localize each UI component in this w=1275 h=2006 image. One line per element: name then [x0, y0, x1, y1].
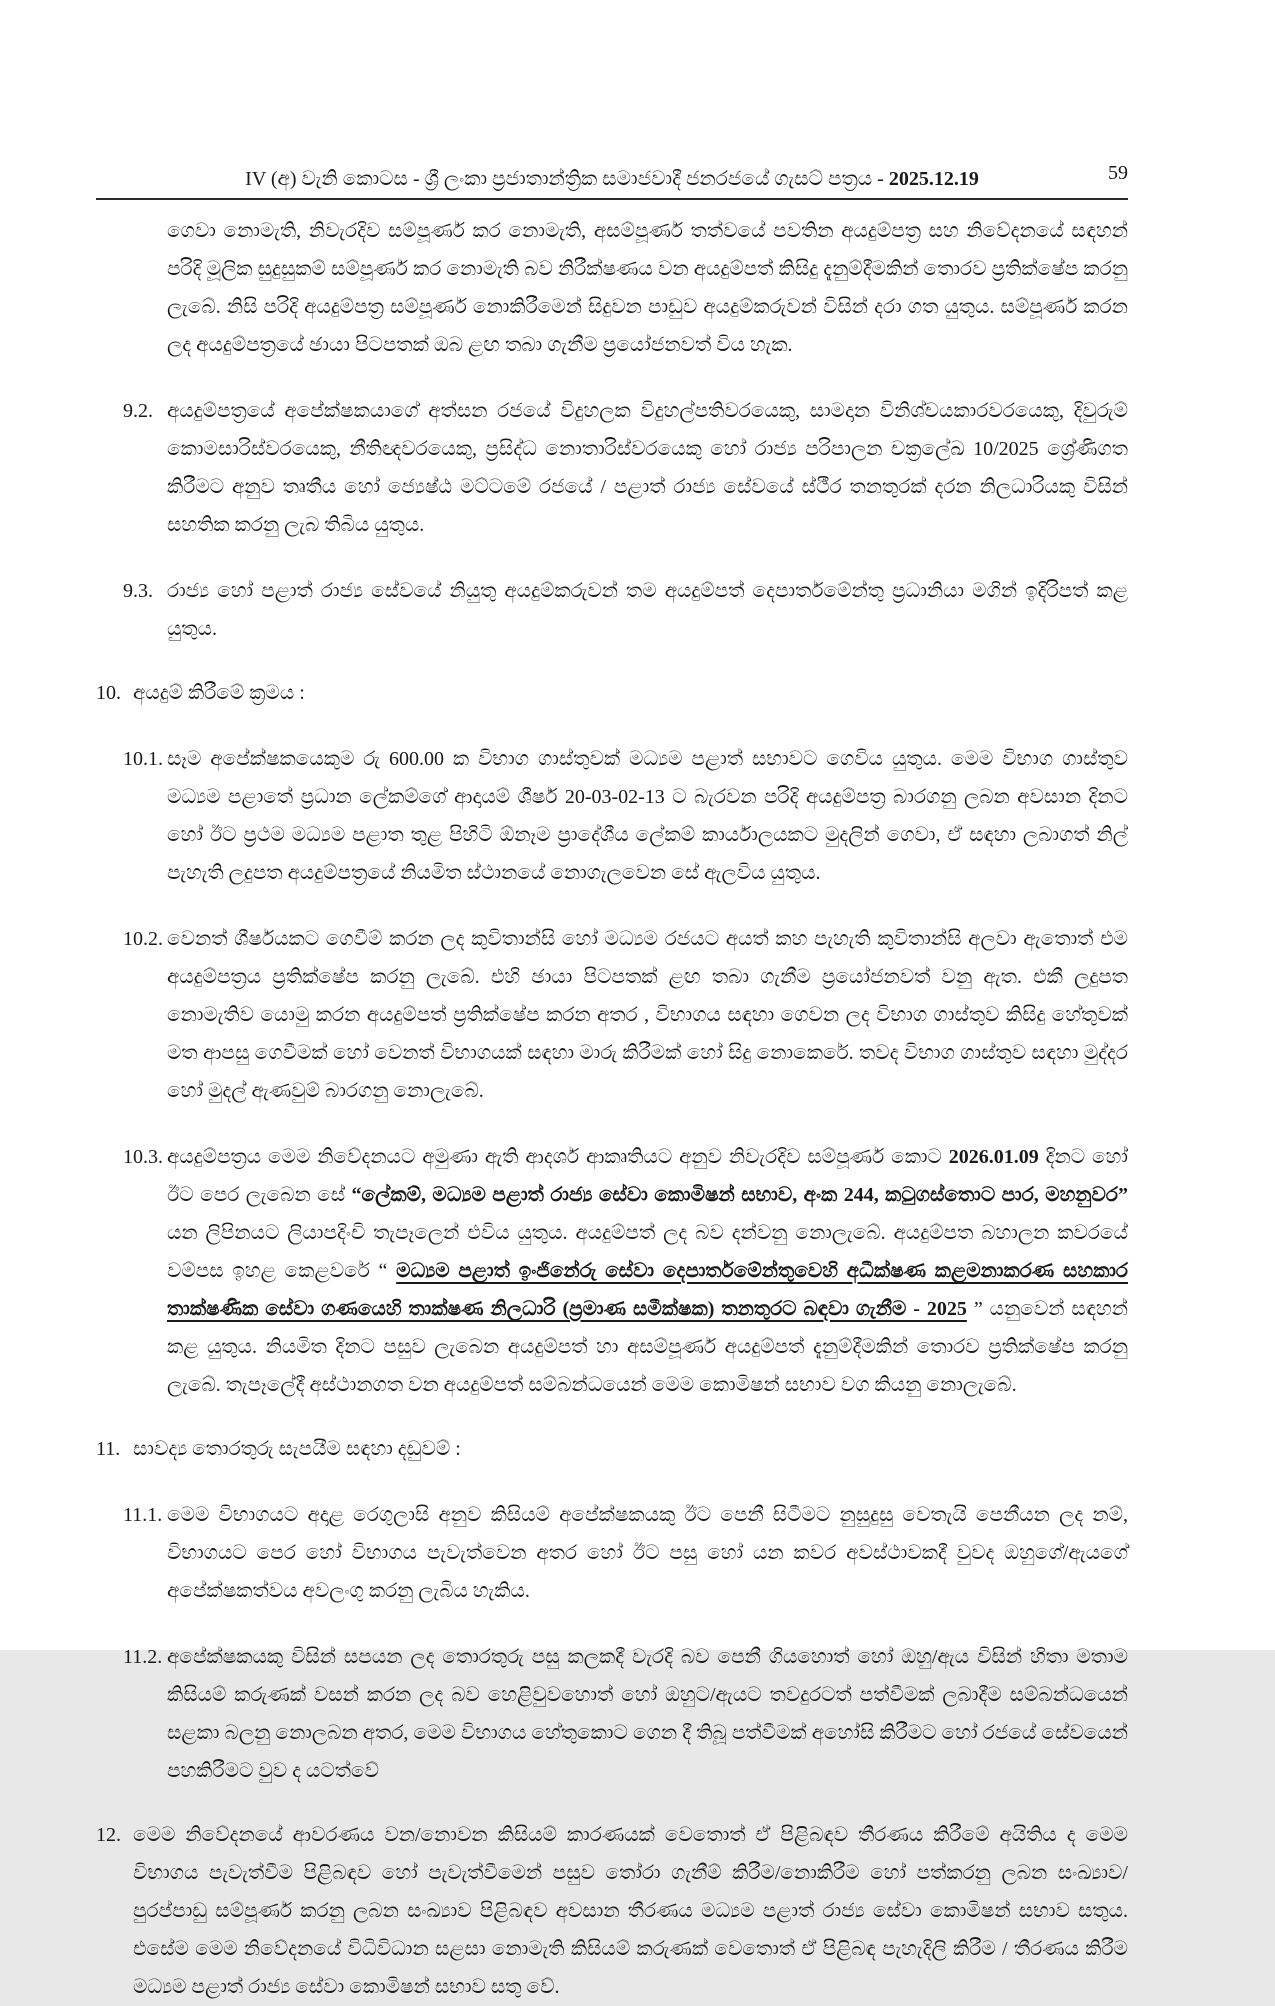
intro-paragraph: ගෙවා නොමැති, නිවැරදිව සම්පූර්ණ කර නොමැති, අසම්පූර්ණ තත්වයේ පවතින අයදුම්පත්‍ර සහ නිවේදනයේ සඳහන් පරිදි මූලික සුදුසුකම් සම්පූර්ණ කර නොමැති බව නිරීක්ෂණය වන අයදුම්පත් කිසිදු දැනුම්දීමකින් තොරව ප්‍රතික්ෂේප කරනු ලැබේ. නිසි පරිදි අයදුම්පත්‍ර සම්පූර්ණ නොකිරීමෙන් සිදුවන පාඩුව අයදුම්කරුවන් විසින් දරා ගත යුතුය. සම්පූර්ණ කරන ලද අයදුම්පත්‍රයේ ඡායා පිටපතක් ඔබ ළඟ තබා ගැනීම ප්‍රයෝජනවත් විය හැක.: [167, 220, 1128, 356]
clause-10-2-text: වෙනත් ශීර්ෂයකට ගෙවීම් කරන ලද කුවිතාන්සි හෝ මධ්‍යම රජයට අයත් කහ පැහැති කුවිතාන්සි අලවා ඇතොත් එම අයදුම්පත්‍රය ප්‍රතික්ෂේප කරනු ලැබේ. එහි ඡායා පිටපතක් ළඟ තබා ගැනීම ප්‍රයෝජනවත් වනු ඇත. එකී ලදුපත නොමැතිව යොමු කරන අයදුම්පත් ප්‍රතික්ෂේප කරන අතර , විභාගය සඳහා ගෙවන ලද විභාග ගාස්තුව කිසිදු හේතුවක් මත ආපසු ගෙවීමක් හෝ වෙනත් විභාගයක් සඳහා මාරු කිරීමක් හෝ සිදු නොකෙරේ. තවද විභාග ගාස්තුව සඳහා මුද්දර හෝ මුදල් ඇණවුම් බාරගනු නොලැබේ.: [167, 928, 1128, 1102]
clause-9-3: [96, 572, 1128, 648]
section-11-number: 11.: [96, 1438, 121, 1460]
section-10-heading: [96, 674, 1128, 712]
clause-9-2-text: අයදුම්පත්‍රයේ අපේක්ෂකයාගේ අත්සන රජයේ විදුහලක විදුහල්පතිවරයෙකු, සාමදාන විනිශ්චයකාරවරයෙකු, දිවුරුම් කොමසාරිස්වරයෙකු, නීතිඥවරයෙකු, ප්‍රසිද්ධ නොතාරිස්වරයෙකු හෝ රාජ්‍ය පරිපාලන චක්‍රලේඛ 10/2025 ශ්‍රේණිගත කිරීමට අනුව තෘතීය හෝ ජ්‍යෙෂ්ඨ මට්ටමේ රජයේ / පළාත් රාජ්‍ය සේවයේ ස්ථීර තනතුරක් දරන නිලධාරියකු විසින් සහතික කරනු ලැබ තිබිය යුතුය.: [167, 400, 1128, 536]
clause-10-1-number: 10.1.: [123, 748, 163, 770]
clause-11-2-text: අපේක්ෂකයකු විසින් සපයන ලද තොරතුරු පසු කලකදී වැරදි බව පෙනී ගියහොත් හෝ ඔහු/ඇය විසින් හිතා මතාම කිසියම් කරුණක් වසන් කරන ලද බව හෙළිවුවහොත් හෝ ඔහුට/ඇයට තවදුරටත් පත්වීමක් ලබාදීම සම්බන්ධයෙන් සළකා බලනු නොලබන අතර, මෙම විභාගය හේතුකොට ගෙන දී තිබූ පත්වීමක් අහෝසි කිරීමට හෝ රජයේ සේවයෙන් පහකිරීමට වුව ද යටත්වේ: [167, 1646, 1128, 1782]
gazette-title-text: IV (අ) වැනි කොටස - ශ්‍රී ලංකා ප්‍රජාතාන්ත්‍රික සමාජවාදී ජනරජයේ ගැසට් පත්‍රය -: [245, 168, 889, 190]
clause-10-3-seg1: අයදුම්පත්‍රය මෙම නිවේදනයට අමුණා ඇති ආදර්ශ ආකෘතියට අනුව නිවැරදිව සම්පූර්ණ කොට: [167, 1146, 949, 1168]
clause-12-number: 12.: [96, 1824, 121, 1846]
page-title: [96, 160, 1128, 198]
clause-11-1: [96, 1496, 1128, 1610]
section-10-number: 10.: [96, 682, 121, 704]
clause-10-3-seg7: ” යනුවෙන් සඳහන් කළ යුතුය. නියමිත දිනට පසුව ලැබෙන අයදුම්පත් හා අසම්පූර්ණ අයදුම්පත් දැනුම්දීමකින් තොරව ප්‍රතික්ෂේප කරනු ලැබේ. තැපෑලේදී අස්ථානගත වන අයදුම්පත් සම්බන්ධයෙන් මෙම කොමිෂන් සභාව වග කියනු නොලැබේ.: [167, 1298, 1128, 1396]
clause-10-1: [96, 740, 1128, 892]
gazette-date: 2025.12.19: [888, 168, 979, 190]
clause-10-1-text: සෑම අපේක්ෂකයෙකුම රු 600.00 ක විභාග ගාස්තුවක් මධ්‍යම පළාත් සභාවට ගෙවිය යුතුය. මෙම විභාග ගාස්තුව මධ්‍යම පළාතේ ප්‍රධාන ලේකම්ගේ ආදායම් ශීර්ෂ 20-03-02-13 ට බැරවන පරිදි අයදුම්පත්‍ර බාරගනු ලබන අවසාන දිනට හෝ ඊට ප්‍රථම මධ්‍යම පළාත තුළ පිහිටි ඕනෑම ප්‍රාදේශීය ලේකම් කාර්යාලයකට මුදලින් ගෙවා, ඒ සඳහා ලබාගත් නිල් පැහැති ලදුපත අයදුම්පත්‍රයේ නියමිත ස්ථානයේ නොගැලවෙන සේ ඇලවිය යුතුය.: [167, 748, 1128, 884]
envelope-subject-line: මධ්‍යම පළාත් ඉංජිනේරු සේවා දෙපාර්තමේන්තුවෙහි අධීක්ෂණ කළමනාකරණ සහකාර තාක්ෂණික සේවා ගණයෙහි තාක්ෂණ නිලධාරි (ප්‍රමාණ සමීක්ෂක) තනතුරට බඳවා ගැනීම - 2025: [167, 1260, 1128, 1320]
clause-12: [96, 1816, 1128, 2006]
clause-9-3-number: 9.3.: [123, 580, 153, 602]
clause-11-2-number: 11.2.: [123, 1646, 163, 1668]
clause-9-2-number: 9.2.: [123, 400, 153, 422]
clause-10-3-seg3: දිනට හෝ ඊට පෙර ලැබෙන සේ: [167, 1146, 1128, 1206]
postal-address: “ලේකම්, මධ්‍යම පළාත් රාජ්‍ය සේවා කොමිෂන් සභාව, අංක 244, කටුගස්තොට පාර, මහනුවර”: [351, 1184, 1129, 1206]
clause-9-3-text: රාජ්‍ය හෝ පළාත් රාජ්‍ය සේවයේ නියුතු අයදුම්කරුවන් තම අයදුම්පත් දෙපාර්තමේන්තු ප්‍රධානියා මගින් ඉදිරිපත් කළ යුතුය.: [167, 580, 1128, 640]
clause-10-2: [96, 920, 1128, 1110]
section-11-title: සාවද්‍ය තොරතුරු සැපයීම සඳහා දඩුවම් :: [133, 1438, 461, 1460]
document-body: [96, 212, 1128, 2006]
page-number: 59: [1108, 162, 1128, 184]
closing-date: 2026.01.09: [948, 1146, 1039, 1168]
clause-10-2-number: 10.2.: [123, 928, 163, 950]
header-divider: [96, 198, 1128, 200]
section-10-title: අයදුම් කිරීමේ ක්‍රමය :: [133, 682, 305, 704]
clause-10-3-number: 10.3.: [123, 1146, 163, 1168]
clause-9-2: [96, 392, 1128, 544]
page-header: [96, 160, 1128, 196]
clause-10-3-seg5: යන ලිපිනයට ලියාපදිංචි තැපෑලෙන් එවිය යුතුය. අයදුම්පත් ලද බව දන්වනු නොලැබේ. අයදුම්පත බහාලන කවරයේ වම්පස ඉහළ කෙළවරේ “: [167, 1222, 1128, 1282]
section-11-heading: [96, 1430, 1128, 1468]
clause-12-text: මෙම නිවේදනයේ ආවරණය වන/නොවන කිසියම් කාරණයක් වෙතොත් ඒ පිළිබඳව තීරණය කිරීමේ අයිතිය ද මෙම විභාගය පැවැත්වීම පිළිබඳව හෝ පැවැත්වීමෙන් පසුව තෝරා ගැනීම් කිරීම/නොකිරීම හෝ පත්කරනු ලබන සංඛ්‍යාව/ පුරප්පාඩු සම්පූර්ණ කරනු ලබන සංඛ්‍යාව පිළිබඳව අවසාන තීරණය මධ්‍යම පළාත් රාජ්‍ය සේවා කොමිෂන් සභාව සතුය. එසේම මෙම නිවේදනයේ විධිවිධාන සළසා නොමැති කිසියම් කරුණක් වෙතොත් ඒ පිළිබඳ පැහැදිලි කිරීම / තීරණය කිරීම මධ්‍යම පළාත් රාජ්‍ය සේවා කොමිෂන් සභාව සතු වේ.: [133, 1824, 1128, 1998]
clause-11-1-number: 11.1.: [123, 1504, 163, 1526]
clause-11-2: [96, 1638, 1128, 1790]
clause-11-1-text: මෙම විභාගයට අදාළ රෙගුලාසි අනුව කිසියම් අපේක්ෂකයකු ඊට පෙනී සිටීමට නුසුදුසු වෙතැයි පෙනීයන ලද නම්, විභාගයට පෙර හෝ විභාගය පැවැත්වෙන අතර හෝ ඊට පසු හෝ යන කවර අවස්ථාවකදී වුවද ඔහුගේ/ඇයගේ අපේක්ෂකත්වය අවලංගු කරනු ලැබිය හැකිය.: [167, 1504, 1128, 1602]
clause-10-3: [96, 1138, 1128, 1404]
clause-10-3-text: [167, 1138, 1128, 1404]
